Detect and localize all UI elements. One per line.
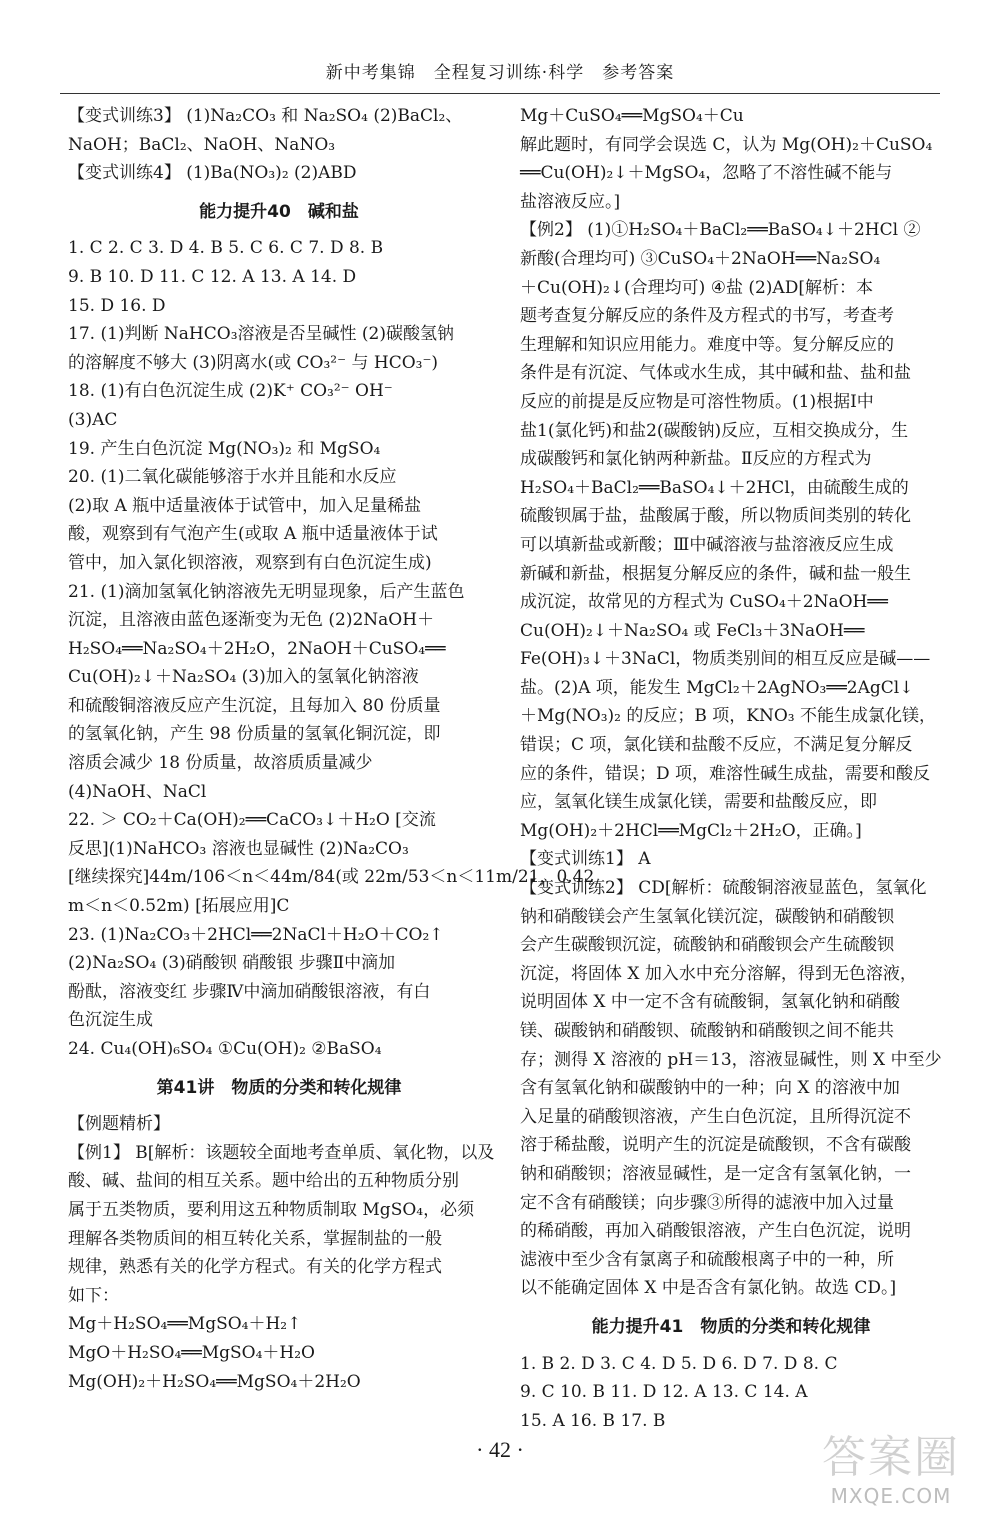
text-line: 23. (1)Na₂CO₃＋2HCl══2NaCl＋H₂O＋CO₂↑ xyxy=(68,924,444,945)
text-line: 沉淀，且溶液由蓝色逐渐变为无色 (2)2NaOH＋ xyxy=(68,610,435,631)
section-heading: 能力提升41 物质的分类和转化规律 xyxy=(591,1316,871,1337)
text-line: MgO＋H₂SO₄══MgSO₄＋H₂O xyxy=(68,1342,315,1363)
text-line: 生理解和知识应用能力。难度中等。复分解反应的 xyxy=(520,334,894,355)
text-line: 定不含有硝酸镁；向步骤③所得的滤液中加入过量 xyxy=(520,1192,894,1213)
text-line: (2)Na₂SO₄ (3)硝酸钡 硝酸银 步骤Ⅱ中滴加 xyxy=(68,953,396,974)
text-line: Mg(OH)₂＋H₂SO₄══MgSO₄＋2H₂O xyxy=(68,1371,361,1392)
watermark-logo: 答案圈 xyxy=(822,1432,960,1483)
text-line: 错误；C 项，氯化镁和盐酸不反应，不满足复分解反 xyxy=(520,735,913,756)
text-line: 21. (1)滴加氢氧化钠溶液先无明显现象，后产生蓝色 xyxy=(68,581,465,602)
text-line: Mg(OH)₂＋2HCl══MgCl₂＋2H₂O，正确。] xyxy=(520,820,862,841)
text-line: 如下： xyxy=(68,1285,119,1306)
text-line: Fe(OH)₃↓＋3NaCl，物质类别间的相互反应是碱—— xyxy=(520,649,931,670)
text-line: 解此题时，有同学会误选 C，认为 Mg(OH)₂＋CuSO₄ xyxy=(520,134,933,155)
text-line: 【变式训练4】 (1)Ba(NO₃)₂ (2)ABD xyxy=(68,163,357,184)
text-line: 含有氢氧化钠和碳酸钠中的一种；向 X 的溶液中加 xyxy=(520,1078,900,1099)
text-line: 【例2】 (1)①H₂SO₄＋BaCl₂══BaSO₄↓＋2HCl ② xyxy=(520,220,921,241)
running-header: 新中考集锦 全程复习训练·科学 参考答案 xyxy=(325,63,675,83)
text-line: 19. 产生白色沉淀 Mg(NO₃)₂ 和 MgSO₄ xyxy=(68,438,381,459)
text-line: ＋Mg(NO₃)₂ 的反应；B 项，KNO₃ 不能生成氯化镁， xyxy=(520,706,937,727)
text-line: 滤液中至少含有氯离子和硫酸根离子中的一种，所 xyxy=(520,1249,894,1270)
text-line: 15. D 16. D xyxy=(68,295,166,316)
text-line: 17. (1)判断 NaHCO₃溶液是否呈碱性 (2)碳酸氢钠 xyxy=(68,324,455,345)
text-line: 1. C 2. C 3. D 4. B 5. C 6. C 7. D 8. B xyxy=(68,238,384,259)
text-line: [继续探究]44m/106＜n＜44m/84(或 22m/53＜n＜11m/21，0.42 xyxy=(68,867,595,888)
text-line: ＋Cu(OH)₂↓(合理均可) ④盐 (2)AD[解析：本 xyxy=(520,277,873,298)
text-line: 的稀硝酸，再加入硝酸银溶液，产生白色沉淀，说明 xyxy=(520,1221,911,1242)
text-line: 可以填新盐或新酸；Ⅲ中碱溶液与盐溶液反应生成 xyxy=(520,534,894,555)
text-line: 反思](1)NaHCO₃ 溶液也显碱性 (2)Na₂CO₃ xyxy=(68,838,409,859)
text-line: (3)AC xyxy=(68,409,118,430)
text-line: 【变式训练2】 CD[解析：硫酸铜溶液显蓝色，氢氧化 xyxy=(520,878,927,899)
text-line: 规律，熟悉有关的化学方程式。有关的化学方程式 xyxy=(68,1257,442,1278)
text-line: 和硫酸铜溶液反应产生沉淀，且每加入 80 份质量 xyxy=(68,695,441,716)
text-line: 盐。(2)A 项，能发生 MgCl₂＋2AgNO₃══2AgCl↓ xyxy=(520,677,914,698)
text-line: H₂SO₄＋BaCl₂══BaSO₄↓＋2HCl，由硫酸生成的 xyxy=(520,477,909,498)
text-line: 题考查复分解反应的条件及方程式的书写，考查考 xyxy=(520,306,894,327)
text-line: 属于五类物质，要利用这五种物质制取 MgSO₄，必须 xyxy=(68,1199,475,1220)
text-line: 入足量的硝酸钡溶液，产生白色沉淀，且所得沉淀不 xyxy=(520,1106,911,1127)
text-line: 条件是有沉淀、气体或水生成，其中碱和盐、盐和盐 xyxy=(520,363,911,384)
text-line: 以不能确定固体 X 中是否含有氯化钠。故选 CD。] xyxy=(520,1278,897,1299)
text-line: H₂SO₄══Na₂SO₄＋2H₂O，2NaOH＋CuSO₄══ xyxy=(68,638,446,659)
text-line: 存；测得 X 溶液的 pH＝13，溶液显碱性，则 X 中至少 xyxy=(520,1049,942,1070)
text-line: ══Cu(OH)₂↓＋MgSO₄，忽略了不溶性碱不能与 xyxy=(520,163,893,184)
text-line: 理解各类物质间的相互转化关系，掌握制盐的一般 xyxy=(68,1228,442,1249)
text-line: 盐1(氯化钙)和盐2(碳酸钠)反应，互相交换成分，生 xyxy=(520,420,909,441)
text-line: 9. B 10. D 11. C 12. A 13. A 14. D xyxy=(68,266,357,287)
text-line: 新碱和新盐，根据复分解反应的条件，碱和盐一般生 xyxy=(520,563,911,584)
text-line: m＜n＜0.52m) [拓展应用]C xyxy=(68,896,290,917)
text-line: 钠和硝酸镁会产生氢氧化镁沉淀，碳酸钠和硝酸钡 xyxy=(520,906,894,927)
text-line: 【变式训练3】 (1)Na₂CO₃ 和 Na₂SO₄ (2)BaCl₂、 xyxy=(68,106,463,126)
text-line: 钠和硝酸钡；溶液显碱性，是一定含有氢氧化钠，一 xyxy=(520,1163,911,1184)
header-rule xyxy=(60,93,940,94)
text-line: 盐溶液反应。] xyxy=(520,191,621,212)
text-line: 15. A 16. B 17. B xyxy=(520,1410,666,1431)
text-line: 应的条件，错误；D 项，难溶性碱生成盐，需要和酸反 xyxy=(520,763,931,784)
text-line: 成沉淀，故常见的方程式为 CuSO₄＋2NaOH══ xyxy=(520,592,888,613)
text-line: 24. Cu₄(OH)₆SO₄ ①Cu(OH)₂ ②BaSO₄ xyxy=(68,1039,382,1059)
text-line: 会产生碳酸钡沉淀，硫酸钠和硝酸钡会产生硫酸钡 xyxy=(520,935,894,956)
text-line: Mg＋H₂SO₄══MgSO₄＋H₂↑ xyxy=(68,1314,302,1335)
text-line: Mg＋CuSO₄══MgSO₄＋Cu xyxy=(520,106,744,126)
watermark xyxy=(802,1432,980,1518)
text-line: 18. (1)有白色沉淀生成 (2)K⁺ CO₃²⁻ OH⁻ xyxy=(68,381,393,402)
text-line: 的氢氧化钠，产生 98 份质量的氢氧化铜沉淀，即 xyxy=(68,724,441,745)
text-line: 【例题精析】 xyxy=(68,1114,170,1135)
text-line: 酸，观察到有气泡产生(或取 A 瓶中适量液体于试 xyxy=(68,524,438,545)
text-line: 镁、碳酸钠和硝酸钡、硫酸钠和硝酸钡之间不能共 xyxy=(520,1021,894,1041)
text-line: Cu(OH)₂↓＋Na₂SO₄ 或 FeCl₃＋3NaOH══ xyxy=(520,620,865,641)
text-line: (4)NaOH、NaCl xyxy=(68,781,207,802)
section-heading: 能力提升40 碱和盐 xyxy=(199,201,359,222)
text-line: 成碳酸钙和氯化钠两种新盐。Ⅱ反应的方程式为 xyxy=(520,449,872,470)
text-line: 新酸(合理均可) ③CuSO₄＋2NaOH══Na₂SO₄ xyxy=(520,248,881,269)
text-line: 酸、碱、盐间的相互关系。题中给出的五种物质分别 xyxy=(68,1171,459,1192)
text-line: 【变式训练1】 A xyxy=(520,849,651,870)
text-line: 溶质会减少 18 份质量，故溶质质量减少 xyxy=(68,753,373,774)
section-heading: 第41讲 物质的分类和转化规律 xyxy=(156,1077,402,1098)
text-line: 管中，加入氯化钡溶液，观察到有白色沉淀生成) xyxy=(68,552,432,573)
text-line: 反应的前提是反应物是可溶性物质。(1)根据Ⅰ中 xyxy=(520,391,874,412)
text-line: 1. B 2. D 3. C 4. D 5. D 6. D 7. D 8. C xyxy=(520,1353,838,1374)
text-line: (2)取 A 瓶中适量液体于试管中，加入足量稀盐 xyxy=(68,495,422,516)
text-line: 沉淀，将固体 X 加入水中充分溶解，得到无色溶液， xyxy=(520,963,917,984)
text-line: 溶于稀盐酸，说明产生的沉淀是硫酸钡，不含有碳酸 xyxy=(520,1135,911,1156)
text-line: 【例1】 B[解析：该题较全面地考查单质、氧化物，以及 xyxy=(68,1142,495,1163)
right-column xyxy=(520,102,942,1435)
text-line: 色沉淀生成 xyxy=(68,1010,153,1031)
text-line: 22. ＞ CO₂＋Ca(OH)₂══CaCO₃↓＋H₂O [交流 xyxy=(68,810,436,831)
text-line: 的溶解度不够大 (3)阴离水(或 CO₃²⁻ 与 HCO₃⁻) xyxy=(68,352,439,373)
text-line: Cu(OH)₂↓＋Na₂SO₄ (3)加入的氢氧化钠溶液 xyxy=(68,667,419,688)
text-line: 9. C 10. B 11. D 12. A 13. C 14. A xyxy=(520,1382,808,1403)
watermark-url: MXQE.COM xyxy=(830,1484,952,1508)
text-line: 硫酸钡属于盐，盐酸属于酸，所以物质间类别的转化 xyxy=(520,506,911,527)
text-line: 应，氢氧化镁生成氯化镁，需要和盐酸反应，即 xyxy=(520,792,877,813)
page-number: · 42 · xyxy=(476,1437,524,1462)
text-line: 酚酞，溶液变红 步骤Ⅳ中滴加硝酸银溶液，有白 xyxy=(68,981,431,1002)
text-line: 说明固体 X 中一定不含有硫酸铜，氢氧化钠和硝酸 xyxy=(520,992,900,1013)
text-line: 20. (1)二氧化碳能够溶于水并且能和水反应 xyxy=(68,467,397,488)
text-line: NaOH；BaCl₂、NaOH、NaNO₃ xyxy=(68,134,336,155)
